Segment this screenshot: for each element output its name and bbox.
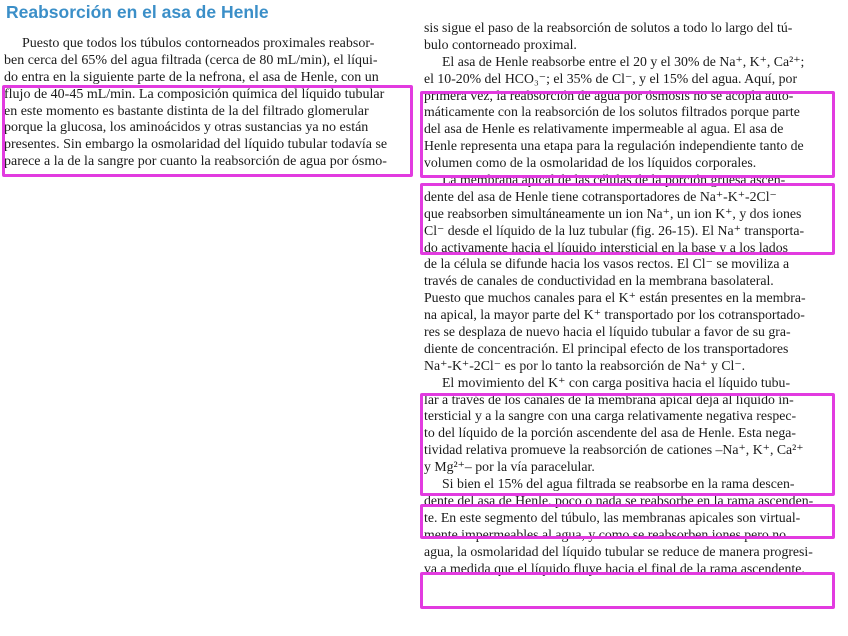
- text-line: través de canales de conductividad en la membrana basolateral.: [424, 273, 774, 289]
- text-line: tividad relativa promueve la reabsorción de cationes –Na⁺, K⁺, Ca²⁺: [424, 442, 804, 458]
- text-line: bulo contorneado proximal.: [424, 36, 577, 52]
- text-line: y Mg²⁺– por la vía paracelular.: [424, 459, 595, 475]
- text-line: do entra en la siguiente parte de la nefrona, el asa de Henle, con un: [4, 69, 379, 85]
- text-line: el 10-20% del HCO₃⁻; el 35% de Cl⁻, y el 15% del agua. Aquí, por: [424, 70, 798, 86]
- text-line: máticamente con la reabsorción de los solutos filtrados porque parte: [424, 104, 800, 120]
- text-line: na apical, la mayor parte del K⁺ transportado por los cotransportado-: [424, 307, 805, 323]
- text-line: dente del asa de Henle tiene cotransportadores de Na⁺-K⁺-2Cl⁻: [424, 188, 777, 204]
- text-line: te. En este segmento del túbulo, las membranas apicales son virtual-: [424, 509, 801, 525]
- text-line: del asa de Henle es relativamente impermeable al agua. El asa de: [424, 121, 784, 137]
- left-column: [4, 36, 412, 171]
- text-line: res se desplaza de nuevo hacia el líquido tubular a favor de su gra-: [424, 324, 791, 340]
- text-line: porque la glucosa, los aminoácidos y otras sustancias ya no están: [4, 120, 369, 136]
- text-line: diente de concentración. El principal efecto de los transportadores: [424, 340, 789, 356]
- text-line: Puesto que todos los túbulos contorneados proximales reabsor-: [22, 36, 375, 51]
- text-line: flujo de 40-45 mL/min. La composición química del líquido tubular: [4, 86, 385, 102]
- text-line: parece a la de la sangre por cuanto la reabsorción de agua por ósmo-: [4, 154, 387, 170]
- text-line: dente del asa de Henle, poco o nada se reabsorbe en la rama ascenden-: [424, 492, 814, 508]
- text-line: La membrana apical de las células de la porción gruesa ascen-: [442, 172, 786, 188]
- text-line: Puesto que muchos canales para el K⁺ están presentes en la membra-: [424, 290, 806, 306]
- text-line: El asa de Henle reabsorbe entre el 20 y el 30% de Na⁺, K⁺, Ca²⁺;: [442, 53, 805, 69]
- text-line: Cl⁻ desde el líquido de la luz tubular (fig. 26-15). El Na⁺ transporta-: [424, 222, 805, 238]
- text-line: en este momento es bastante distinta de la del filtrado glomerular: [4, 103, 369, 119]
- text-line: sis sigue el paso de la reabsorción de solutos a todo lo largo del tú-: [424, 20, 793, 35]
- text-line: lar a través de los canales de la membrana apical deja al líquido in-: [424, 391, 794, 407]
- text-line: ben cerca del 65% del agua filtrada (cerca de 80 mL/min), el líqui-: [4, 52, 378, 68]
- text-line: El movimiento del K⁺ con carga positiva hacia el líquido tubu-: [442, 374, 791, 390]
- text-line: volumen como de la osmolaridad de los líquidos corporales.: [424, 155, 757, 171]
- text-line: mente impermeables al agua, y como se reabsorben iones pero no: [424, 526, 787, 542]
- text-line: Henle representa una etapa para la regulación independiente tanto de: [424, 138, 804, 154]
- right-column: [424, 20, 836, 577]
- text-line: do activamente hacia el líquido intersticial en la base y a los lados: [424, 239, 788, 255]
- highlight-box: [420, 572, 835, 609]
- text-line: tersticial y a la sangre con una carga relativamente negativa respec-: [424, 408, 797, 424]
- section-heading: Reabsorción en el asa de Henle: [6, 2, 269, 22]
- text-line: primera vez, la reabsorción de agua por ósmosis no se acopla auto-: [424, 87, 794, 103]
- text-line: va a medida que el líquido fluye hacia el final de la rama ascendente.: [424, 560, 805, 576]
- text-line: Na⁺-K⁺-2Cl⁻ es por lo tanto la reabsorción de Na⁺ y Cl⁻.: [424, 357, 746, 373]
- text-line: Si bien el 15% del agua filtrada se reabsorbe en la rama descen-: [442, 476, 795, 492]
- text-line: de la célula se difunde hacia los vasos rectos. El Cl⁻ se moviliza a: [424, 256, 790, 272]
- text-line: que reabsorben simultáneamente un ion Na⁺, un ion K⁺, y dos iones: [424, 205, 802, 221]
- text-line: agua, la osmolaridad del líquido tubular se reduce de manera progresi-: [424, 543, 813, 559]
- text-line: to del líquido de la porción ascendente del asa de Henle. Esta nega-: [424, 425, 796, 441]
- text-line: presentes. Sin embargo la osmolaridad del líquido tubular todavía se: [4, 137, 388, 153]
